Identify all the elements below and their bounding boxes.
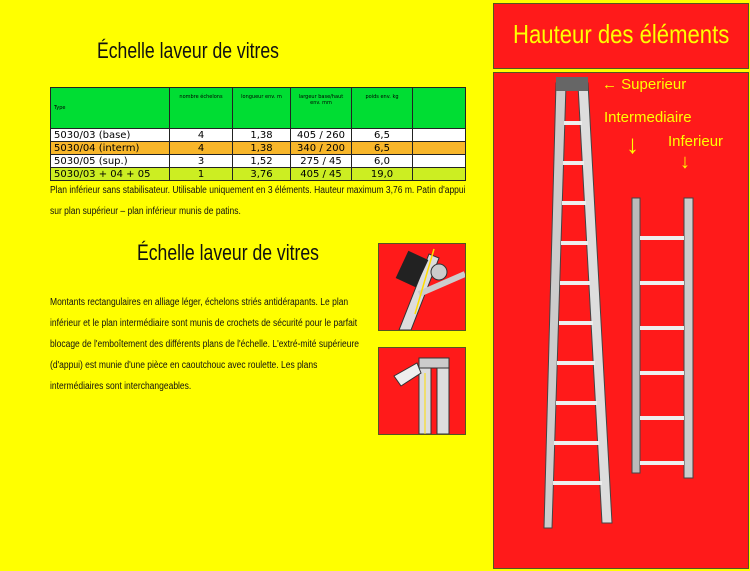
cell: 405 / 260 bbox=[291, 129, 352, 142]
section1-note: Plan inférieur sans stabilisateur. Utilisable uniquement en 3 éléments. Hauteur maximum 3,76 m. Patin d'appui sur plan supérieur – plan inférieur munis de patins. bbox=[50, 185, 466, 217]
panel-title: Hauteur des éléments bbox=[513, 19, 730, 49]
specs-table bbox=[50, 87, 466, 181]
table-header bbox=[51, 88, 466, 129]
cell: 3 bbox=[170, 155, 233, 168]
col-rungs: nombre échelons bbox=[170, 88, 233, 129]
table-row bbox=[51, 142, 466, 155]
cell: 5030/04 (interm) bbox=[51, 142, 170, 155]
cell: 1,38 bbox=[233, 142, 291, 155]
col-type: Type bbox=[51, 88, 170, 129]
section1-title: Échelle laveur de vitres bbox=[97, 38, 279, 63]
superieur-text: Superieur bbox=[621, 76, 687, 93]
table-row bbox=[51, 168, 466, 181]
arrow-down-icon: ↓ bbox=[626, 129, 639, 159]
cell: 5030/03 + 04 + 05 bbox=[51, 168, 170, 181]
cell: 5030/05 (sup.) bbox=[51, 155, 170, 168]
cell bbox=[413, 168, 466, 181]
arrow-left-icon: ← bbox=[602, 76, 617, 93]
cell: 340 / 200 bbox=[291, 142, 352, 155]
cell: 4 bbox=[170, 142, 233, 155]
label-intermediaire: Intermediaire bbox=[604, 109, 692, 126]
ladder-panel bbox=[493, 72, 749, 569]
col-length: longueur env. m bbox=[233, 88, 291, 129]
label-superieur bbox=[602, 76, 686, 93]
cell: 1 bbox=[170, 168, 233, 181]
ladder-top-detail-image bbox=[378, 243, 466, 331]
cell: 6,5 bbox=[352, 142, 413, 155]
cell: 3,76 bbox=[233, 168, 291, 181]
cell bbox=[413, 142, 466, 155]
cell: 1,38 bbox=[233, 129, 291, 142]
cell: 6,5 bbox=[352, 129, 413, 142]
table-row bbox=[51, 129, 466, 142]
table-row bbox=[51, 155, 466, 168]
arrow-down-icon: ↓ bbox=[680, 151, 690, 173]
col-weight: poids env. kg bbox=[352, 88, 413, 129]
label-inferieur: Inferieur bbox=[668, 133, 724, 150]
cell: 6,0 bbox=[352, 155, 413, 168]
cell: 275 / 45 bbox=[291, 155, 352, 168]
section2-title: Échelle laveur de vitres bbox=[137, 240, 319, 265]
ladder-hook-detail-image bbox=[378, 347, 466, 435]
panel-title-box bbox=[493, 3, 749, 69]
cell: 19,0 bbox=[352, 168, 413, 181]
col-width: largeur base/haut env. mm bbox=[291, 88, 352, 129]
cell: 5030/03 (base) bbox=[51, 129, 170, 142]
cell: 4 bbox=[170, 129, 233, 142]
col-empty bbox=[413, 88, 466, 129]
cell: 1,52 bbox=[233, 155, 291, 168]
cell bbox=[413, 129, 466, 142]
cell bbox=[413, 155, 466, 168]
section2-description: Montants rectangulaires en alliage léger, échelons striés antidérapants. Le plan inférieur et le plan intermédiaire sont munis de crochets de sécurité pour le parfait blocage de l'emboîtement des différents plans de l'échelle. L'extré-mité supérieure (d'appui) est munie d'une pièce en caoutchouc avec roulette. Les plans intermédiaires sont interchangeables. bbox=[50, 297, 360, 392]
cell: 405 / 45 bbox=[291, 168, 352, 181]
